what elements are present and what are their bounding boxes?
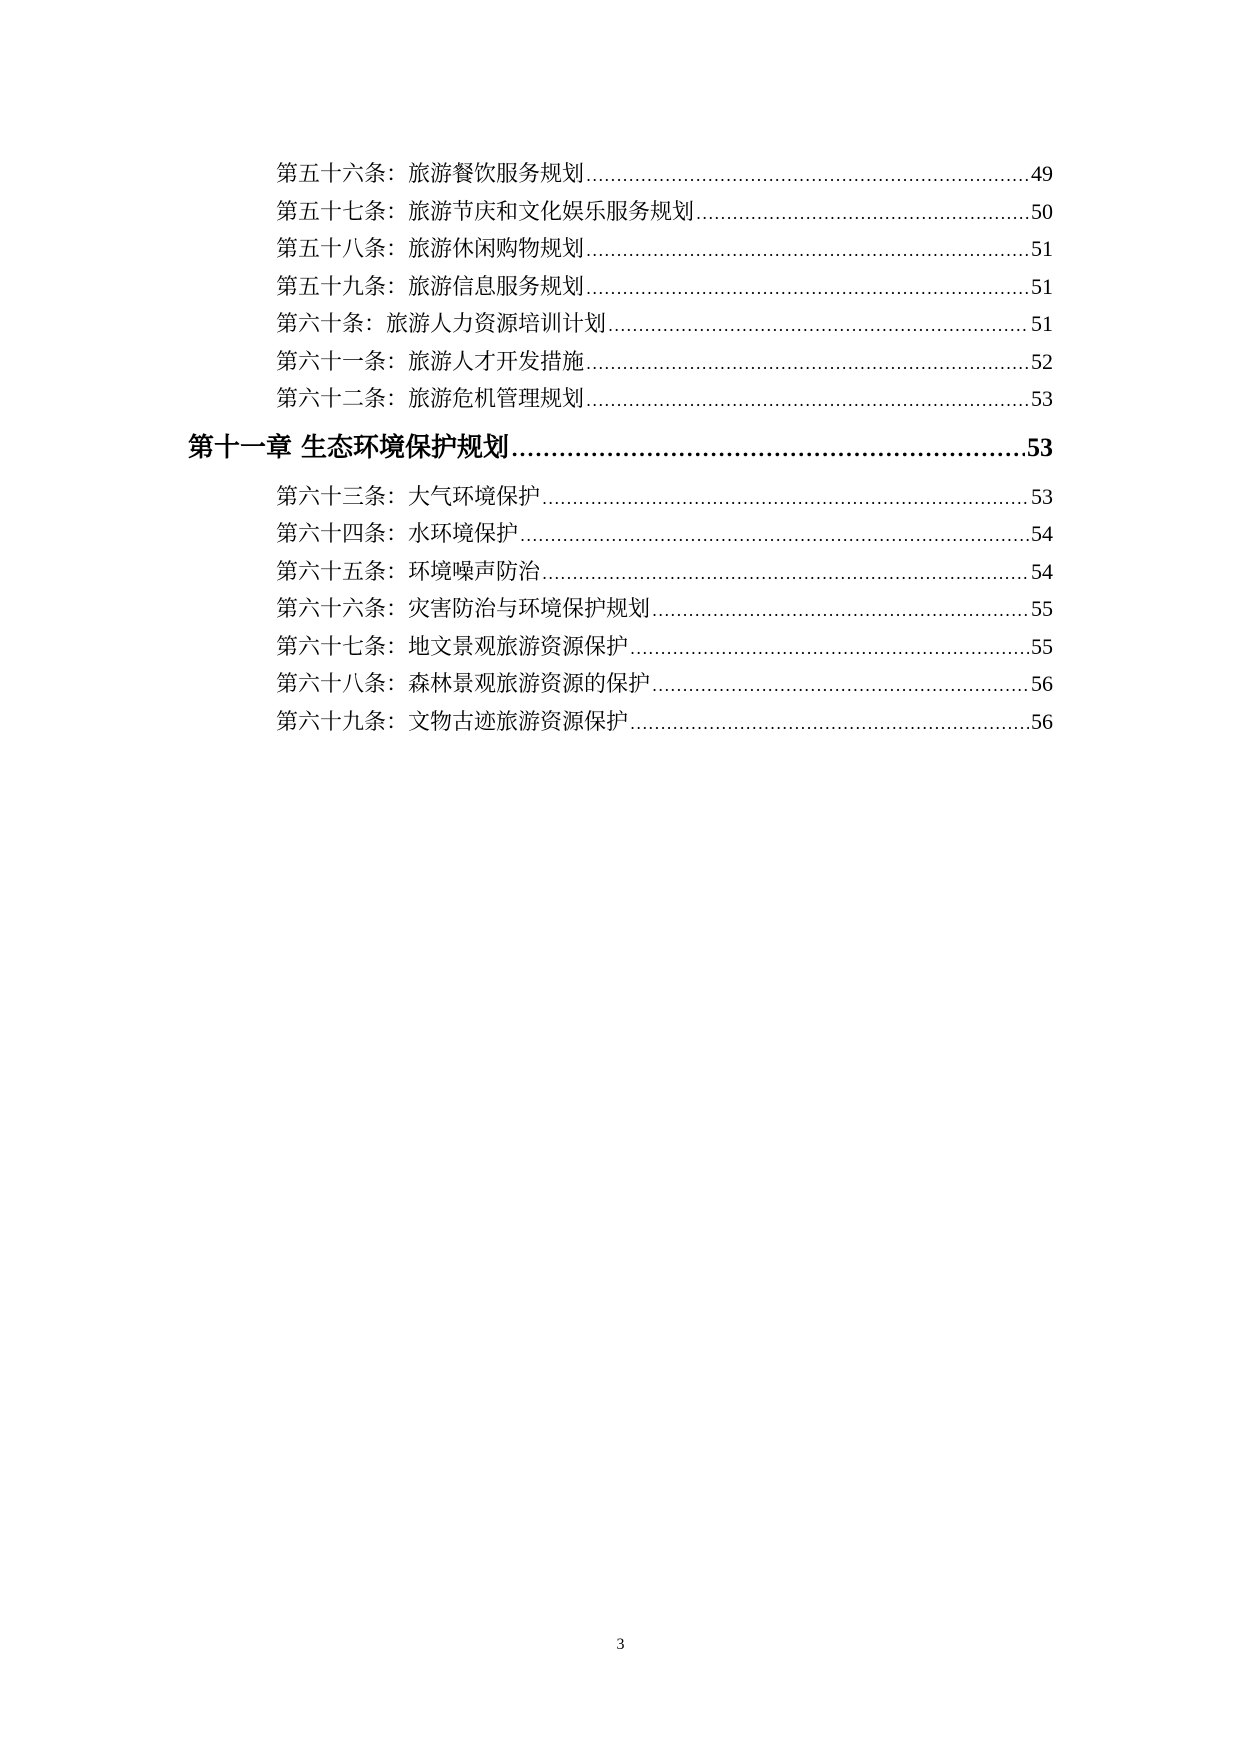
- toc-dot-leader: [630, 630, 1029, 668]
- toc-dot-leader: [608, 307, 1029, 345]
- toc-entry-page: 50: [1031, 198, 1053, 224]
- toc-dot-leader: [586, 157, 1029, 195]
- toc-dot-leader: [542, 480, 1029, 518]
- toc-entry-page: 52: [1031, 348, 1053, 374]
- page-number: 3: [616, 1636, 625, 1653]
- toc-dot-leader: [586, 345, 1029, 383]
- toc-entry-page: 51: [1031, 273, 1053, 299]
- toc-entry-67[interactable]: [188, 628, 1053, 666]
- toc-entry-title: 第六十八条：森林景观旅游资源的保护: [276, 672, 651, 697]
- toc-entry-page: 51: [1031, 236, 1053, 261]
- toc-dot-leader: [586, 270, 1029, 308]
- toc-entry-page: 56: [1031, 671, 1053, 696]
- toc-entry-title: 第五十六条：旅游餐饮服务规划: [276, 162, 585, 187]
- toc-entry-title: 第五十七条：旅游节庆和文化娱乐服务规划: [276, 199, 695, 225]
- toc-entry-63[interactable]: [188, 478, 1053, 516]
- toc-entry-57[interactable]: [188, 193, 1053, 231]
- toc-entry-56[interactable]: [188, 155, 1053, 193]
- toc-entry-62[interactable]: [188, 380, 1053, 418]
- toc-dot-leader: [511, 421, 1025, 477]
- toc-entry-title: 第六十九条：文物古迹旅游资源保护: [276, 709, 629, 735]
- toc-entry-60[interactable]: [188, 305, 1053, 343]
- toc-entry-title: 第五十八条：旅游休闲购物规划: [276, 237, 585, 262]
- toc-entry-page: 53: [1031, 483, 1053, 509]
- toc-entry-64[interactable]: [188, 515, 1053, 553]
- toc-entry-page: 49: [1031, 161, 1053, 186]
- toc-entry-page: 55: [1031, 596, 1053, 621]
- toc-entry-page: 55: [1031, 633, 1053, 659]
- toc-dot-leader: [652, 667, 1029, 705]
- toc-entry-title: 第六十二条：旅游危机管理规划: [276, 387, 585, 412]
- toc-entry-title: 第六十四条：水环境保护: [276, 522, 519, 547]
- toc-entry-page: 54: [1031, 558, 1053, 584]
- toc-chapter-title: 第十一章 生态环境保护规划: [188, 432, 510, 463]
- table-of-contents: [188, 155, 1053, 740]
- toc-dot-leader: [696, 195, 1029, 233]
- toc-dot-leader: [520, 517, 1029, 555]
- toc-entry-69[interactable]: [188, 703, 1053, 741]
- toc-entry-title: 第六十七条：地文景观旅游资源保护: [276, 634, 629, 660]
- toc-dot-leader: [586, 232, 1029, 270]
- toc-entry-title: 第六十五条：环境噪声防治: [276, 559, 541, 585]
- toc-entry-title: 第五十九条：旅游信息服务规划: [276, 274, 585, 300]
- toc-entry-page: 54: [1031, 521, 1053, 546]
- toc-entry-page: 51: [1031, 311, 1053, 336]
- toc-dot-leader: [652, 592, 1029, 630]
- toc-entry-title: 第六十六条：灾害防治与环境保护规划: [276, 597, 651, 622]
- toc-entry-page: 53: [1031, 386, 1053, 411]
- toc-entry-59[interactable]: [188, 268, 1053, 306]
- toc-dot-leader: [630, 705, 1029, 743]
- toc-chapter-11[interactable]: [188, 420, 1053, 476]
- toc-entry-65[interactable]: [188, 553, 1053, 591]
- toc-entry-58[interactable]: [188, 230, 1053, 268]
- toc-entry-68[interactable]: [188, 665, 1053, 703]
- toc-entry-page: 56: [1031, 708, 1053, 734]
- toc-entry-66[interactable]: [188, 590, 1053, 628]
- toc-entry-title: 第六十条：旅游人力资源培训计划: [276, 312, 607, 337]
- toc-dot-leader: [542, 555, 1029, 593]
- toc-entry-title: 第六十一条：旅游人才开发措施: [276, 349, 585, 375]
- toc-entry-61[interactable]: [188, 343, 1053, 381]
- toc-entry-title: 第六十三条：大气环境保护: [276, 484, 541, 510]
- toc-dot-leader: [586, 382, 1029, 420]
- toc-chapter-page: 53: [1027, 432, 1053, 462]
